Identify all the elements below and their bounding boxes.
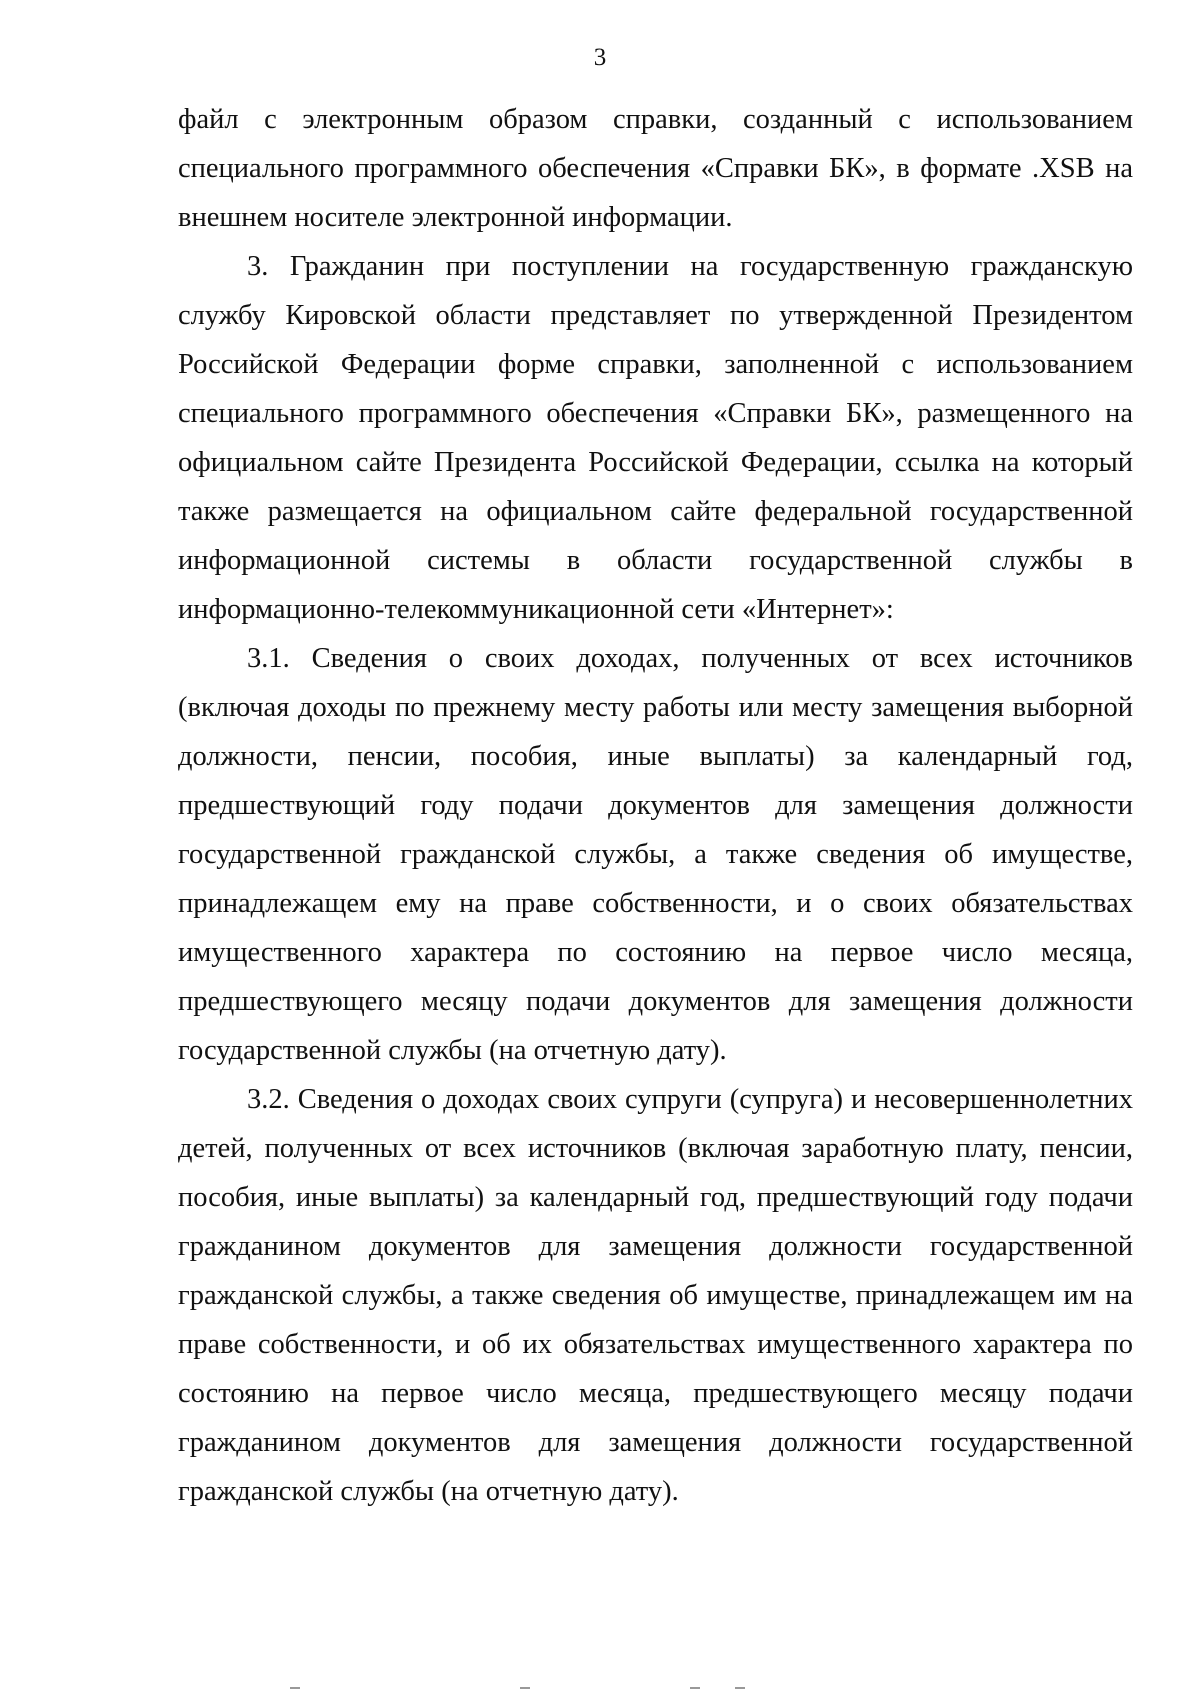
- scan-mark: [735, 1687, 745, 1689]
- scan-mark: [690, 1687, 700, 1689]
- paragraph-3-2: 3.2. Сведения о доходах своих супруги (супруга) и несовершеннолетних детей, полученных от всех источников (включая заработную плату, пенсии, пособия, иные выплаты) за календарный год, предшествующий году подачи гражданином документов для замещения должности государственной гражданской службы, а также сведения об имуществе, принадлежащем им на праве собственности, и об их обязательствах имущественного характера по состоянию на первое число месяца, предшествующего месяцу подачи гражданином документов для замещения должности государственной гражданской службы (на отчетную дату).: [178, 1084, 1133, 1507]
- paragraph-3: 3. Гражданин при поступлении на государственную гражданскую службу Кировской области представляет по утвержденной Президентом Российской Федерации форме справки, заполненной с использованием специального программного обеспечения «Справки БК», размещенного на официальном сайте Президента Российской Федерации, ссылка на который также размещается на официальном сайте федеральной государственной информационной системы в области государственной службы в информационно-телекоммуникационной сети «Интернет»:: [178, 251, 1133, 625]
- document-body: [178, 95, 1133, 1516]
- paragraph-3-1: 3.1. Сведения о своих доходах, полученных от всех источников (включая доходы по прежнему месту работы или месту замещения выборной должности, пенсии, пособия, иные выплаты) за календарный год, предшествующий году подачи документов для замещения должности государственной гражданской службы, а также сведения об имуществе, принадлежащем ему на праве собственности, и о своих обязательствах имущественного характера по состоянию на первое число месяца, предшествующего месяцу подачи документов для замещения должности государственной службы (на отчетную дату).: [178, 643, 1133, 1066]
- scan-mark: [520, 1687, 530, 1689]
- scan-edge-marks: [0, 1683, 1200, 1695]
- scan-mark: [290, 1687, 300, 1689]
- page-number: 3: [593, 44, 607, 71]
- paragraph-file-description: файл с электронным образом справки, созданный с использованием специального программного обеспечения «Справки БК», в формате .XSB на внешнем носителе электронной информации.: [178, 104, 1133, 233]
